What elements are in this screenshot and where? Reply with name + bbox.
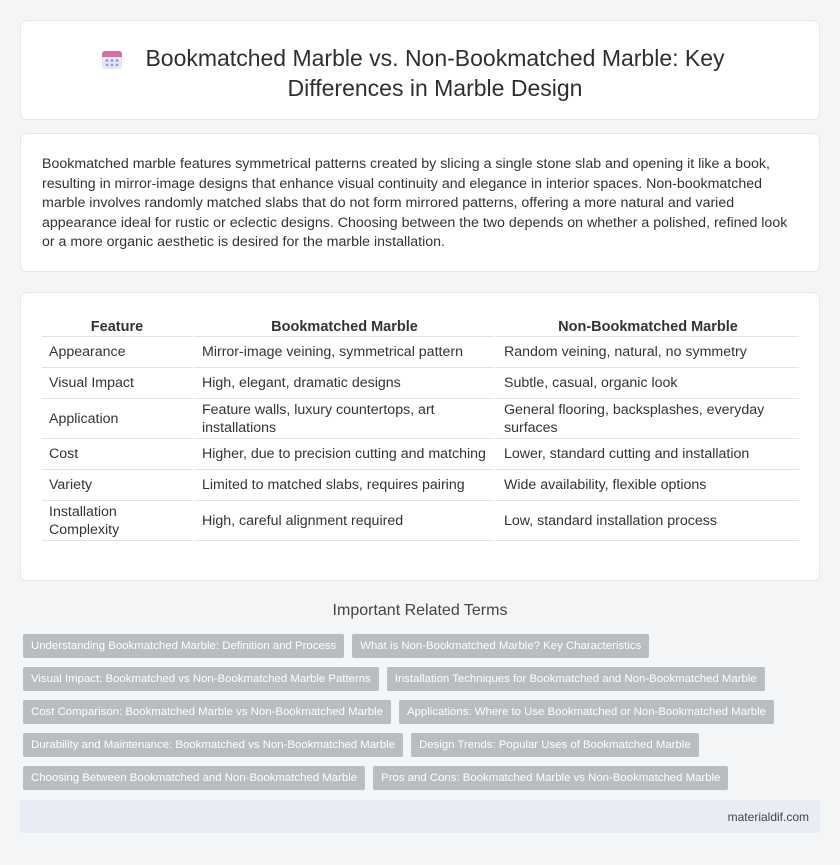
intro-card xyxy=(20,133,820,272)
related-term-tag[interactable]: Pros and Cons: Bookmatched Marble vs Non-Bookmatched Marble xyxy=(373,766,728,790)
related-term-tag[interactable]: Durability and Maintenance: Bookmatched vs Non-Bookmatched Marble xyxy=(23,733,403,757)
comparison-table xyxy=(42,317,799,541)
cell-non-bookmatched: Lower, standard cutting and installation xyxy=(494,439,799,470)
cell-feature: Variety xyxy=(42,470,192,501)
related-term-tag[interactable]: Choosing Between Bookmatched and Non-Bookmatched Marble xyxy=(23,766,365,790)
table-row xyxy=(42,399,799,439)
footer-bar xyxy=(20,800,820,833)
cell-bookmatched: Limited to matched slabs, requires pairing xyxy=(192,470,494,501)
header-card xyxy=(20,20,820,120)
cell-feature: Appearance xyxy=(42,337,192,368)
table-header-row xyxy=(42,317,799,337)
table-row xyxy=(42,439,799,470)
related-term-tag[interactable]: Applications: Where to Use Bookmatched or Non-Bookmatched Marble xyxy=(399,700,774,724)
header-feature: Feature xyxy=(42,317,192,337)
cell-feature: Installation Complexity xyxy=(42,501,192,541)
cell-non-bookmatched: Random veining, natural, no symmetry xyxy=(494,337,799,368)
related-term-tag[interactable]: Installation Techniques for Bookmatched and Non-Bookmatched Marble xyxy=(387,667,765,691)
related-terms-list xyxy=(23,634,823,799)
table-row xyxy=(42,337,799,368)
cell-bookmatched: Mirror-image veining, symmetrical pattern xyxy=(192,337,494,368)
cell-bookmatched: High, careful alignment required xyxy=(192,501,494,541)
header-bookmatched: Bookmatched Marble xyxy=(192,317,494,337)
cell-non-bookmatched: Subtle, casual, organic look xyxy=(494,368,799,399)
comparison-card xyxy=(20,292,820,581)
cell-feature: Application xyxy=(42,399,192,439)
table-row xyxy=(42,470,799,501)
cell-bookmatched: Higher, due to precision cutting and matching xyxy=(192,439,494,470)
related-term-tag[interactable]: Cost Comparison: Bookmatched Marble vs Non-Bookmatched Marble xyxy=(23,700,391,724)
table-row xyxy=(42,368,799,399)
related-term-tag[interactable]: Design Trends: Popular Uses of Bookmatched Marble xyxy=(411,733,699,757)
related-term-tag[interactable]: Understanding Bookmatched Marble: Definition and Process xyxy=(23,634,344,658)
site-name[interactable]: materialdif.com xyxy=(727,810,809,824)
related-terms-heading: Important Related Terms xyxy=(332,602,508,619)
cell-non-bookmatched: Wide availability, flexible options xyxy=(494,470,799,501)
header-non-bookmatched: Non-Bookmatched Marble xyxy=(494,317,799,337)
page-title: Bookmatched Marble vs. Non-Bookmatched Marble: Key Differences in Marble Design xyxy=(145,45,725,101)
related-term-tag[interactable]: Visual Impact: Bookmatched vs Non-Bookmatched Marble Patterns xyxy=(23,667,379,691)
intro-paragraph: Bookmatched marble features symmetrical patterns created by slicing a single stone slab and opening it like a book, resulting in mirror-image designs that enhance visual continuity and elegance in interior spaces. Non-bookmatched marble involves randomly matched slabs that do not form mirrored patterns, offering a more natural and varied appearance ideal for rustic or eclectic designs. Choosing between the two depends on whether a polished, refined look or a more organic aesthetic is desired for the marble installation. xyxy=(42,156,788,250)
cell-non-bookmatched: General flooring, backsplashes, everyday surfaces xyxy=(494,399,799,439)
table-row xyxy=(42,501,799,541)
cell-bookmatched: High, elegant, dramatic designs xyxy=(192,368,494,399)
related-term-tag[interactable]: What is Non-Bookmatched Marble? Key Characteristics xyxy=(352,634,649,658)
cell-bookmatched: Feature walls, luxury countertops, art installations xyxy=(192,399,494,439)
cell-feature: Cost xyxy=(42,439,192,470)
cell-feature: Visual Impact xyxy=(42,368,192,399)
cell-non-bookmatched: Low, standard installation process xyxy=(494,501,799,541)
